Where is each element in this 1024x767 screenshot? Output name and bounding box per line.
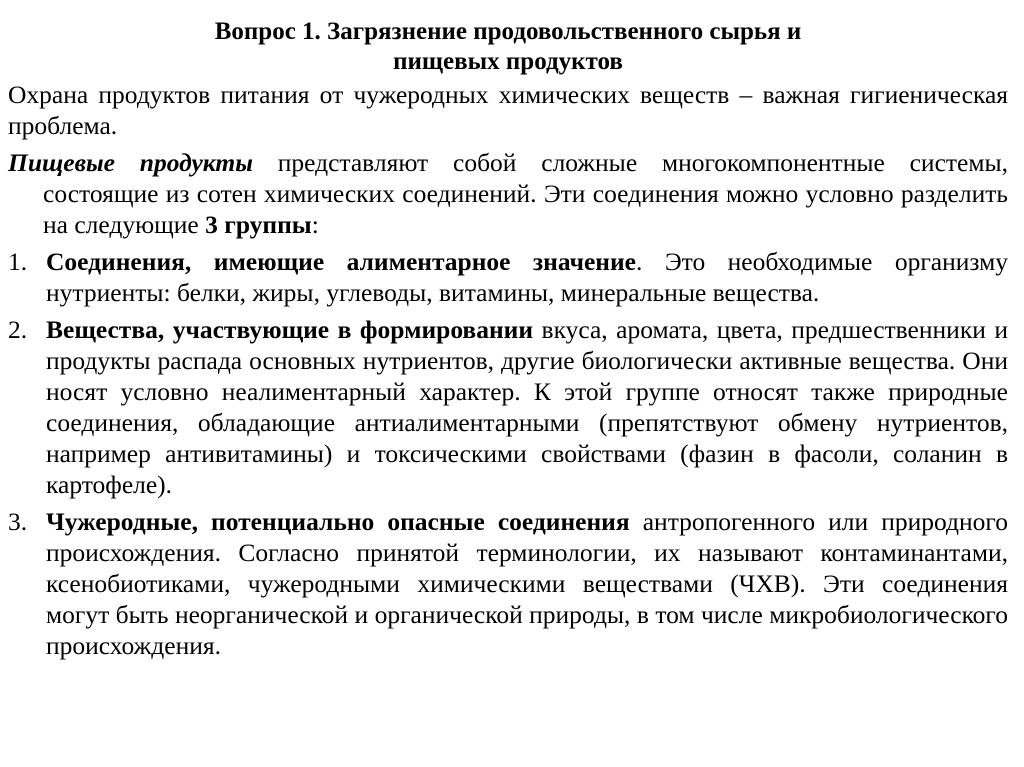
page-title <box>8 0 1008 77</box>
list-item-1 <box>8 246 1008 308</box>
definition-term: Пищевые продукты <box>8 148 253 177</box>
list-item-number: 3. <box>8 507 28 536</box>
list-item-number: 1. <box>8 247 28 276</box>
title-line-1: Вопрос 1. Загрязнение продовольственного сырья и <box>214 18 802 45</box>
definition-text-end: : <box>311 210 319 239</box>
document-page <box>8 0 1008 767</box>
list-item-heading: Чужеродные, потенциально опасные соединения <box>46 507 630 536</box>
list-item-heading: Соединения, имеющие алиментарное значение <box>46 247 636 276</box>
groups-count: 3 группы <box>205 210 312 239</box>
list-item-text: . Это необходимые организму нутриенты: белки, жиры, углеводы, витамины, минеральные вещества. <box>46 247 1008 307</box>
definition-text: представляют собой сложные многокомпонентные системы, состоящие из сотен химических соединений. Эти соединения можно условно разделить на следующие <box>43 148 1009 239</box>
list-item-2 <box>8 314 1008 500</box>
list-item-3 <box>8 506 1008 661</box>
list-item-heading: Вещества, участвующие в формировании <box>46 315 534 344</box>
definition-paragraph <box>8 147 1008 240</box>
list-item-text: антропогенного или природного происхождения. Согласно принятой терминологии, их называют контаминантами, ксенобиотиками, чужеродными химическими веществами (ЧХВ). Эти соединения могут быть неорганической и органической природы, в том числе микробиологического происхождения. <box>46 507 1008 660</box>
intro-paragraph: Охрана продуктов питания от чужеродных химических веществ – важная гигиеническая проблема. <box>8 80 1008 140</box>
list-item-number: 2. <box>8 315 28 344</box>
list-item-text: вкуса, аромата, цвета, предшественники и продукты распада основных нутриентов, другие биологически активные вещества. Они носят условно неалиментарный характер. К этой группе относят также природные соединения, обладающие антиалиментарными (препятствуют обмену нутриентов, например антивитамины) и токсическими свойствами (фазин в фасоли, соланин в картофеле). <box>46 315 1008 499</box>
title-line-2: пищевых продуктов <box>393 48 623 75</box>
